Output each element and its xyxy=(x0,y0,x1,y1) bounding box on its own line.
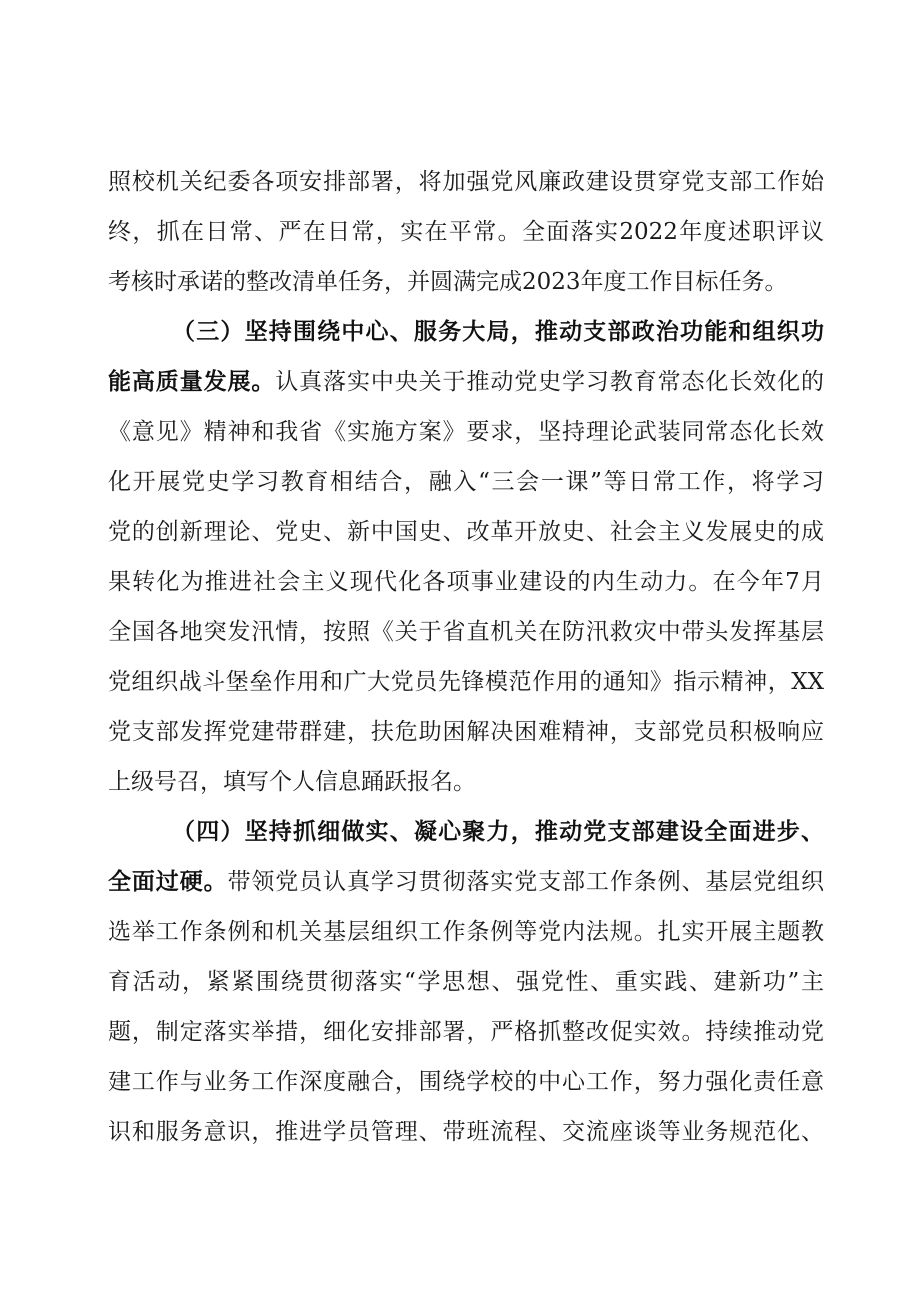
section3-body-line: 果转化为推进社会主义现代化各项事业建设的内生动力。在今年7月 xyxy=(108,569,824,595)
section4-heading: （四）坚持抓细做实、凝心聚力，推动党支部建设全面进步、 xyxy=(172,818,824,845)
section3-body-line: 党的创新理论、党史、新中国史、改革开放史、社会主义发展史的成 xyxy=(108,519,824,545)
section3-body-line: 党组织战斗堡垒作用和广大党员先锋模范作用的通知》指示精神，XX xyxy=(108,669,824,695)
section3-body-line: 化开展党史学习教育相结合，融入“三会一课”等日常工作，将学习 xyxy=(108,469,824,495)
section4-body-line: 育活动，紧紧围绕贯彻落实“学思想、强党性、重实践、建新功”主 xyxy=(108,969,824,995)
section4-heading-end: 全面过硬。 xyxy=(108,868,228,895)
section4-line-2 xyxy=(108,860,824,904)
section4-body-line: 题，制定落实举措，细化安排部署，严格抓整改促实效。持续推动党 xyxy=(108,1019,824,1045)
section3-body-start: 认真落实中央关于推动党史学习教育常态化长效化的 xyxy=(275,369,825,395)
section4-body-line: 识和服务意识，推进学员管理、带班流程、交流座谈等业务规范化、 xyxy=(108,1119,824,1145)
intro-line-3: 考核时承诺的整改清单任务，并圆满完成2023年度工作目标任务。 xyxy=(108,269,788,295)
intro-line-1: 照校机关纪委各项安排部署，将加强党风廉政建设贯穿党支部工作始 xyxy=(108,169,824,195)
section4-body-line: 选举工作条例和机关基层组织工作条例等党内法规。扎实开展主题教 xyxy=(108,919,824,945)
section3-body-line: 《意见》精神和我省《实施方案》要求，坚持理论武装同常态化长效 xyxy=(108,419,824,445)
section3-heading: （三）坚持围绕中心、服务大局，推动支部政治功能和组织功 xyxy=(172,318,824,345)
section3-heading-end: 能高质量发展。 xyxy=(108,368,276,395)
section3-body-line: 上级号召，填写个人信息踊跃报名。 xyxy=(108,769,476,795)
section3-body-line: 党支部发挥党建带群建，扶危助困解决困难精神，支部党员积极响应 xyxy=(108,719,824,745)
section4-body-line: 建工作与业务工作深度融合，围绕学校的中心工作，努力强化责任意 xyxy=(108,1069,824,1095)
section3-body-line: 全国各地突发汛情，按照《关于省直机关在防汛救灾中带头发挥基层 xyxy=(108,619,824,645)
intro-line-2: 终，抓在日常、严在日常，实在平常。全面落实2022年度述职评议 xyxy=(108,219,824,245)
section4-body-start: 带领党员认真学习贯彻落实党支部工作条例、基层党组织 xyxy=(227,869,825,895)
section3-line-2 xyxy=(108,360,824,404)
